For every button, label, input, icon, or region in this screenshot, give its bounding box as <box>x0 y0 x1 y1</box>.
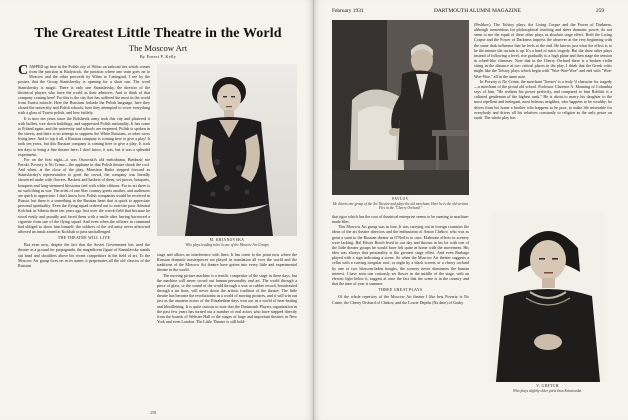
photo-caption-name: PAVLOV <box>392 197 409 201</box>
paragraph: (Peshkov). The Tolstoy plays, the Living Corpse and the Power of Darkness, although tremendous for philosophical teaching and sheer dramatic power, do not seem to me the equal of these other plays as absolute stage effect. Both the Living Corpse and the Power of Darkness impress the observer at the very beginning with the same dark influence that he feels at the end. He knows just what the effect is to be the minute the curtain is up. It's a kind of static tragedy. But the three other plays instead of following a level, rise gradually to a high plane and then stage the tension in wheel-like climaxes. Note that in the Cherry Orchard there is a broken violin string in the distance at two critical places in the play. I think that the Greek critic might like the Tolstoy plays which begin with "Woe-Woe-Woe" and end with "Woe-Woe-Woe," all in the same note. <box>474 22 612 79</box>
page-number-right: 259 <box>596 8 605 14</box>
section-heading: THE THEATRE WILL LIVE <box>57 236 111 241</box>
article-title: The Greatest Little Theatre in the World <box>34 26 282 41</box>
scene-illustration <box>332 20 469 195</box>
section-heading: THREE GREAT PLAYS <box>378 288 423 293</box>
portrait-illustration <box>490 212 605 382</box>
portrait-photo-gretch <box>490 212 605 382</box>
right-page <box>314 0 628 420</box>
photo-caption-text: Who plays leading roles in one of the Moscow Art Groups <box>185 243 269 247</box>
photo-caption-name: M. KRIANOVSKA <box>209 238 245 242</box>
paragraph: CAMPED up here in the Polish city of Wilno on railroad ties which comes from the junction at Bialystock, the junction where one train goes on to Moscow and the other proceeds by Wilno to Leningrad, I see by the posters that the Group Stanislavsky is opening for a short run. The word Stanislavsky is magic. There is only one Stanislavsky, the director of the theatrical players who have the world as their admirers. And to think of that company coming here! For this is the city that has suffered the most in the world from Tsarist miracle. Here the Russians forbade the Polish language, here they closed the university and Polish schools, here they attempted to cover everything with a glass of Tsarist polish, and how futilely. <box>18 64 150 116</box>
portrait-illustration <box>157 64 297 236</box>
photo-caption-text: Who plays slightly older parts than Krianovska. <box>513 389 582 393</box>
drop-cap: C <box>18 64 29 78</box>
paragraph: It is now ten years since the Bolshevik army took this city and plastered it with bullets, tore down buildings, and suppressed Polish nationality. It has come to Poland again, and the university and schools are reopened, Polish is spoken in the streets, and there is no attempt to suppress the White Russians, or other races living here. And to top it all, a Russian company is coming here to give a play! It took ten years, but this Russian company is coming here to give a play; It took ten days to bring a fine theatre here; I don't know, it was, but it was a splendid experiment. <box>18 115 150 157</box>
right-column-1 <box>474 22 612 208</box>
running-head-magazine: DARTMOUTH ALUMNI MAGAZINE <box>434 8 521 14</box>
paragraph: But even now, despite the fact that the Soviet Government has used the theatre as a ground for propaganda, the magnificent figure of Stanislavsky stands out head and shoulders above his recent competitors in the field of art. To the Moscow Art group lives on in its name; it perpetuates all the old classics of the Russian <box>18 242 150 268</box>
paragraph: In Poverty is No Crime, the merchant 'Tortsov' is a truly 'd character for tragedy—a merchant of the proud old school. Professor Clarence A. Manning of Columbia says of him, "He realizes his power perfectly, and compared to him Rubliitt is a cultured gentleman of the highest rank." He is about to marry his daughter to the most repellent and inelegant, most hideous neighbor, who happens to be wealthy; he drives from his home a brother who happens to be poor, to make life miserable for everybody and drives all his relatives constantly to religion as the only peace on earth. The whole play has <box>474 78 612 120</box>
article-subtitle: The Moscow Art <box>128 43 188 53</box>
right-column-2 <box>332 214 469 410</box>
photo-caption-text: He directs one group of the Art Theatre and plays the old merchant. Here he is the old servant Firs in the "Cherry Orchard." <box>332 202 469 211</box>
left-column-2 <box>157 252 297 412</box>
photo-caption-name: V. GRETCH <box>536 384 559 388</box>
paragraph: stage and allows no interference with lines. It has come to the point now where the Russian dramatic masterpieces are played in translation all over the world and the traditions of the Moscow Art theatre have gotten into every little and experimental theatre in the world. <box>157 252 297 273</box>
page-number-left: 258 <box>150 410 156 415</box>
paragraph: The moving picture machine is a terrific competitor of the stage in these days, but the machine will never crowd out human personality and art. The world through a piece of glass, or the sound of the world through a wax or rubber record, broadcasted through a tin horn, will never down the artistic tradition of the theatre. The little theatre has become the revolutionist in a world of moving pictures, and it will win out just as the amateur actors of the Elizabethan days won out in a world of bear-baiting and bloodletting. It is quite curious to note that the Dartmouth Players organization in the past few years has turned out a number of real actors who have stepped directly from the boards of Webster Hall to the stages of large and important theatres in New York and even London. The Little Theatre is still hold- <box>157 272 297 325</box>
paragraph: For on the first night—it was Ostrovski's old melodrama, Biedność nie Poroki, Poverty is No Crime—the applause in that Polish theatre shook the roof. And when, at the close of the play, Monsieur Ruthe stepped forward as Stanislavsky's representative to greet the crowd, the company was literally showered under with flowers. Baskets and baskets of them, set pieces, bouquets, bouquets and long-stemmed blossoms tied with white ribbons. For in art there is no such thing as war. The artist of one Slav country greets another, and audiences are quick to appreciate. I don't know how Polish companies would be received in Russia, but there is a something in the Russian heart that is quick to appreciate personal spirituality. Even the flying squad ordered out to exercise poor Admiral Kolchak in Siberia three ten years ago first over the wreck-field that because he stood easily and proudly and faced them with a smile after having borrowed a cigarette from one of the flying squad. And even when the officers in command had obliged to shoot him himself, the soldiers of the red army never afterward allowed an insult aimed at Kolchak to pass unchallenged. <box>18 156 150 234</box>
article-byline: By Ernest P. Kelly <box>139 54 177 59</box>
paragraph: that rigor which has the root of theatrical enterprise seems to be running to machine-made film. <box>332 214 469 225</box>
photo-pavlov <box>332 20 469 195</box>
running-head-date: February 1931 <box>332 8 364 14</box>
paragraph: This Moscow Art group was in four. It was carrying out in foreign countries the ideas of the art theatre directors and the enthusiasm of Anton Chekov, who was as great a saint to the Russian theater as O'Neil is to ours. Elaborate effects in scenery were lacking. Hal Edwin Booth lived in our day and thrown in his lot with one of the little theater groups he would have felt quite at home with the movement. His idea was always that personality is the greatest stage effect. And even Burbage played with a sign indicating a scene. So when the Moscow Art theater suggests a cellar with a curving irregular roof, or night by a black screen, or a cherry orchard by one or two blossom-laden boughs, the scenery never dominates the human interest. I have seen one curiously set flower in the middle of the stage, with an electric light below it, suggest at once the fact that the scene is in the country and that the time of year is summer. <box>332 224 469 287</box>
portrait-photo-krianovska <box>157 64 297 236</box>
left-column-1 <box>18 64 150 410</box>
paragraph: Of the whole repertory of the Moscow Art theater I like best Poverty is No Crime, the Cherry Orchard of Chekov, and the Lower Depths (Na dnie) of Gorky <box>332 294 469 305</box>
